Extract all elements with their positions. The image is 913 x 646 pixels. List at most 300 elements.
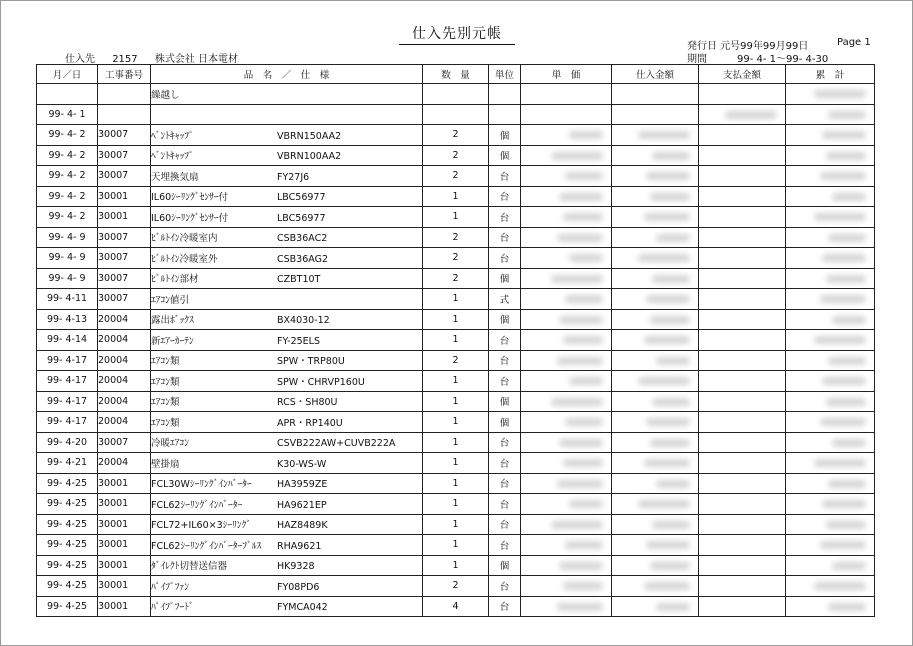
redacted-value — [565, 541, 603, 549]
cell-payment-amount — [699, 432, 786, 453]
item-spec: FY08PD6 — [277, 581, 320, 593]
table-row — [37, 473, 875, 494]
cell-item — [151, 145, 423, 166]
item-name: ﾍﾞﾝﾄｷｬｯﾌﾟ — [151, 151, 194, 163]
cell-unit-price — [521, 84, 612, 105]
cell-unit: 台 — [489, 535, 521, 556]
redacted-value — [822, 254, 866, 262]
redacted-value — [644, 582, 690, 590]
redacted-value — [557, 357, 603, 365]
cell-unit: 台 — [489, 248, 521, 269]
cell-unit-price — [521, 576, 612, 597]
cell-purchase-amount — [612, 166, 699, 187]
cell-item — [151, 84, 423, 105]
cell-purchase-amount — [612, 268, 699, 289]
header-running-total: 累 計 — [786, 65, 875, 84]
cell-item — [151, 453, 423, 474]
table-row — [37, 268, 875, 289]
cell-purchase-amount — [612, 330, 699, 351]
cell-purchase-amount — [612, 453, 699, 474]
cell-running-total — [786, 535, 875, 556]
cell-date: 99- 4-17 — [37, 412, 98, 433]
cell-project-code: 20004 — [98, 391, 151, 412]
cell-project-code — [98, 104, 151, 125]
cell-purchase-amount — [612, 494, 699, 515]
cell-unit: 個 — [489, 145, 521, 166]
cell-quantity: 1 — [423, 514, 489, 535]
cell-unit: 台 — [489, 432, 521, 453]
redacted-value — [563, 459, 603, 467]
table-row — [37, 391, 875, 412]
cell-project-code: 30001 — [98, 494, 151, 515]
cell-unit: 台 — [489, 330, 521, 351]
redacted-value — [820, 418, 866, 426]
redacted-value — [820, 172, 866, 180]
redacted-value — [565, 418, 603, 426]
cell-purchase-amount — [612, 576, 699, 597]
cell-purchase-amount — [612, 473, 699, 494]
item-spec: CSVB222AW+CUVB222A — [277, 438, 396, 450]
supplier-label: 仕入先 — [65, 54, 95, 65]
cell-unit-price — [521, 145, 612, 166]
cell-project-code: 30007 — [98, 432, 151, 453]
redacted-value — [563, 213, 603, 221]
cell-quantity: 2 — [423, 166, 489, 187]
cell-date: 99- 4-25 — [37, 473, 98, 494]
table-row — [37, 432, 875, 453]
cell-item — [151, 227, 423, 248]
cell-project-code: 30007 — [98, 227, 151, 248]
cell-purchase-amount — [612, 391, 699, 412]
redacted-value — [828, 603, 866, 611]
header-qty: 数 量 — [423, 65, 489, 84]
header-unit: 単位 — [489, 65, 521, 84]
cell-project-code: 30001 — [98, 514, 151, 535]
cell-unit: 台 — [489, 596, 521, 617]
cell-quantity: 1 — [423, 371, 489, 392]
supplier-name: 株式会社 日本電材 — [154, 54, 239, 65]
header-unit-price: 単 価 — [521, 65, 612, 84]
cell-quantity: 2 — [423, 350, 489, 371]
cell-project-code: 30001 — [98, 555, 151, 576]
cell-project-code: 30001 — [98, 473, 151, 494]
cell-quantity: 1 — [423, 494, 489, 515]
item-name: ｴｱｺﾝ類 — [151, 356, 180, 368]
cell-payment-amount — [699, 125, 786, 146]
item-name: ｴｱｺﾝ類 — [151, 376, 180, 388]
cell-project-code: 30001 — [98, 207, 151, 228]
cell-payment-amount — [699, 186, 786, 207]
item-name: 繰越し — [151, 89, 180, 101]
cell-item — [151, 432, 423, 453]
cell-date — [37, 84, 98, 105]
cell-project-code: 30001 — [98, 535, 151, 556]
redacted-value — [559, 439, 603, 447]
cell-running-total — [786, 576, 875, 597]
cell-quantity: 1 — [423, 432, 489, 453]
table-row — [37, 84, 875, 105]
item-spec: HAZ8489K — [277, 520, 328, 532]
cell-running-total — [786, 350, 875, 371]
cell-item — [151, 412, 423, 433]
cell-project-code: 20004 — [98, 309, 151, 330]
item-spec: FY-25ELS — [277, 335, 320, 347]
cell-project-code: 30007 — [98, 268, 151, 289]
redacted-value — [650, 562, 690, 570]
redacted-value — [644, 459, 690, 467]
item-name: FCL72+IL60×3ｼｰﾘﾝｸﾞ — [151, 520, 252, 532]
item-name: 天埋換気扇 — [151, 171, 199, 183]
cell-unit-price — [521, 596, 612, 617]
cell-payment-amount — [699, 145, 786, 166]
cell-running-total — [786, 555, 875, 576]
cell-item — [151, 391, 423, 412]
cell-unit-price — [521, 514, 612, 535]
redacted-value — [828, 234, 866, 242]
cell-payment-amount — [699, 596, 786, 617]
item-name: IL60ｼｰﾘﾝｸﾞｾﾝｻｰ付 — [151, 192, 229, 204]
item-spec: CSB36AC2 — [277, 233, 328, 245]
cell-payment-amount — [699, 166, 786, 187]
cell-date: 99- 4-21 — [37, 453, 98, 474]
table-row — [37, 555, 875, 576]
cell-purchase-amount — [612, 535, 699, 556]
redacted-value — [638, 377, 690, 385]
redacted-value — [656, 357, 690, 365]
cell-item — [151, 371, 423, 392]
cell-unit: 個 — [489, 309, 521, 330]
cell-payment-amount — [699, 207, 786, 228]
cell-quantity — [423, 104, 489, 125]
cell-unit: 台 — [489, 186, 521, 207]
cell-quantity: 1 — [423, 330, 489, 351]
cell-project-code: 30007 — [98, 166, 151, 187]
cell-running-total — [786, 412, 875, 433]
table-row — [37, 207, 875, 228]
cell-unit: 台 — [489, 514, 521, 535]
table-row — [37, 309, 875, 330]
cell-unit: 台 — [489, 576, 521, 597]
table-row — [37, 412, 875, 433]
table-row — [37, 596, 875, 617]
cell-quantity: 2 — [423, 145, 489, 166]
cell-running-total — [786, 166, 875, 187]
ledger-body — [37, 84, 875, 617]
cell-running-total — [786, 391, 875, 412]
redacted-value — [822, 131, 866, 139]
cell-payment-amount — [699, 248, 786, 269]
cell-quantity: 1 — [423, 535, 489, 556]
cell-project-code: 30001 — [98, 186, 151, 207]
cell-purchase-amount — [612, 248, 699, 269]
cell-purchase-amount — [612, 84, 699, 105]
redacted-value — [828, 357, 866, 365]
redacted-value — [563, 582, 603, 590]
redacted-value — [644, 336, 690, 344]
cell-unit: 台 — [489, 453, 521, 474]
redacted-value — [826, 152, 866, 160]
item-name: FCL62ｼｰﾘﾝｸﾞｲﾝﾊﾞｰﾀｰﾌﾞﾙｽ — [151, 540, 262, 552]
cell-unit: 個 — [489, 268, 521, 289]
item-name: 新ｴｱｰｶｰﾃﾝ — [151, 335, 194, 347]
cell-project-code: 20004 — [98, 330, 151, 351]
cell-date: 99- 4- 2 — [37, 125, 98, 146]
item-name: ﾍﾞﾝﾄｷｬｯﾌﾟ — [151, 130, 194, 142]
cell-date: 99- 4-25 — [37, 555, 98, 576]
cell-running-total — [786, 453, 875, 474]
cell-quantity: 2 — [423, 268, 489, 289]
redacted-value — [646, 418, 690, 426]
item-name: ｴｱｺﾝ類 — [151, 417, 180, 429]
cell-unit: 台 — [489, 371, 521, 392]
redacted-value — [832, 193, 866, 201]
cell-item — [151, 248, 423, 269]
redacted-value — [828, 480, 866, 488]
table-row — [37, 330, 875, 351]
cell-purchase-amount — [612, 309, 699, 330]
redacted-value — [822, 500, 866, 508]
item-name: ｴｱｺﾝ値引 — [151, 294, 190, 306]
cell-project-code: 30007 — [98, 125, 151, 146]
cell-unit-price — [521, 166, 612, 187]
redacted-value — [646, 172, 690, 180]
redacted-value — [814, 336, 866, 344]
cell-quantity: 2 — [423, 125, 489, 146]
cell-quantity: 1 — [423, 555, 489, 576]
redacted-value — [656, 480, 690, 488]
cell-item — [151, 555, 423, 576]
cell-unit — [489, 104, 521, 125]
cell-date: 99- 4-17 — [37, 350, 98, 371]
item-spec: FYMCA042 — [277, 602, 328, 614]
redacted-value — [820, 295, 866, 303]
item-spec: LBC56977 — [277, 212, 326, 224]
cell-unit-price — [521, 186, 612, 207]
redacted-value — [557, 480, 603, 488]
cell-running-total — [786, 104, 875, 125]
redacted-value — [565, 172, 603, 180]
redacted-value — [650, 439, 690, 447]
redacted-value — [638, 500, 690, 508]
item-spec: BX4030-12 — [277, 315, 330, 327]
cell-quantity: 1 — [423, 473, 489, 494]
cell-unit-price — [521, 330, 612, 351]
cell-purchase-amount — [612, 350, 699, 371]
redacted-value — [814, 90, 866, 98]
cell-date: 99- 4-25 — [37, 535, 98, 556]
redacted-value — [832, 439, 866, 447]
cell-payment-amount — [699, 576, 786, 597]
cell-payment-amount — [699, 350, 786, 371]
item-name: FCL30Wｼｰﾘﾝｸﾞｲﾝﾊﾞｰﾀｰ — [151, 479, 252, 491]
cell-running-total — [786, 330, 875, 351]
item-name: FCL62ｼｰﾘﾝｸﾞｲﾝﾊﾞｰﾀｰ — [151, 499, 243, 511]
item-spec: RHA9621 — [277, 540, 322, 552]
issue-date: 発行日 元号99年99月99日 — [687, 41, 809, 52]
redacted-value — [559, 562, 603, 570]
cell-purchase-amount — [612, 227, 699, 248]
redacted-value — [644, 213, 690, 221]
cell-date: 99- 4-14 — [37, 330, 98, 351]
cell-date: 99- 4- 2 — [37, 207, 98, 228]
item-spec: SPW・CHRVP160U — [277, 376, 365, 388]
item-name: 露出ﾎﾞｯｸｽ — [151, 315, 194, 327]
cell-purchase-amount — [612, 412, 699, 433]
cell-running-total — [786, 268, 875, 289]
item-name: ﾋﾞﾙﾄｲﾝ冷暖室外 — [151, 253, 218, 265]
item-spec: HA3959ZE — [277, 479, 328, 491]
redacted-value — [646, 295, 690, 303]
supplier-code: 2157 — [112, 54, 138, 65]
cell-item — [151, 268, 423, 289]
cell-date: 99- 4-13 — [37, 309, 98, 330]
cell-payment-amount — [699, 494, 786, 515]
page-number: Page 1 — [837, 37, 871, 48]
item-spec: CZBT10T — [277, 274, 321, 286]
ledger-table — [36, 64, 875, 617]
cell-unit: 台 — [489, 494, 521, 515]
table-row — [37, 289, 875, 310]
item-name: ﾊﾟｲﾌﾟﾌｧﾝ — [151, 581, 190, 593]
cell-quantity: 1 — [423, 309, 489, 330]
cell-payment-amount — [699, 104, 786, 125]
cell-unit: 式 — [489, 289, 521, 310]
item-spec: APR・RP140U — [277, 417, 343, 429]
cell-purchase-amount — [612, 371, 699, 392]
redacted-value — [814, 459, 866, 467]
header-purchase-amount: 仕入金額 — [612, 65, 699, 84]
table-row — [37, 145, 875, 166]
cell-item — [151, 596, 423, 617]
redacted-value — [652, 275, 690, 283]
cell-unit-price — [521, 555, 612, 576]
redacted-value — [652, 521, 690, 529]
cell-running-total — [786, 473, 875, 494]
cell-project-code: 30001 — [98, 576, 151, 597]
cell-quantity: 1 — [423, 289, 489, 310]
item-spec: HK9328 — [277, 561, 315, 573]
table-row — [37, 371, 875, 392]
cell-unit-price — [521, 104, 612, 125]
item-name: ﾋﾞﾙﾄｲﾝ部材 — [151, 274, 199, 286]
cell-purchase-amount — [612, 145, 699, 166]
redacted-value — [565, 295, 603, 303]
cell-item — [151, 494, 423, 515]
cell-project-code: 30007 — [98, 248, 151, 269]
cell-running-total — [786, 84, 875, 105]
cell-purchase-amount — [612, 207, 699, 228]
cell-running-total — [786, 494, 875, 515]
cell-project-code: 30001 — [98, 596, 151, 617]
cell-item — [151, 473, 423, 494]
cell-unit: 台 — [489, 207, 521, 228]
redacted-value — [551, 398, 603, 406]
table-row — [37, 535, 875, 556]
cell-item — [151, 350, 423, 371]
cell-item — [151, 207, 423, 228]
cell-payment-amount — [699, 227, 786, 248]
table-row — [37, 248, 875, 269]
cell-date: 99- 4- 1 — [37, 104, 98, 125]
redacted-value — [559, 316, 603, 324]
cell-date: 99- 4-25 — [37, 576, 98, 597]
cell-item — [151, 514, 423, 535]
cell-running-total — [786, 145, 875, 166]
cell-quantity: 1 — [423, 186, 489, 207]
cell-date: 99- 4-20 — [37, 432, 98, 453]
cell-payment-amount — [699, 309, 786, 330]
cell-quantity: 4 — [423, 596, 489, 617]
cell-date: 99- 4-25 — [37, 596, 98, 617]
item-spec: HA9621EP — [277, 499, 327, 511]
cell-date: 99- 4- 9 — [37, 248, 98, 269]
redacted-value — [820, 541, 866, 549]
cell-unit-price — [521, 268, 612, 289]
cell-unit: 台 — [489, 227, 521, 248]
cell-project-code: 20004 — [98, 412, 151, 433]
cell-purchase-amount — [612, 596, 699, 617]
cell-running-total — [786, 248, 875, 269]
cell-unit: 台 — [489, 473, 521, 494]
table-row — [37, 350, 875, 371]
redacted-value — [656, 603, 690, 611]
cell-item — [151, 330, 423, 351]
cell-date: 99- 4- 2 — [37, 186, 98, 207]
cell-payment-amount — [699, 391, 786, 412]
cell-payment-amount — [699, 268, 786, 289]
cell-purchase-amount — [612, 555, 699, 576]
item-spec: K30-WS-W — [277, 458, 327, 470]
item-name: ﾊﾟｲﾌﾟﾌｰﾄﾞ — [151, 602, 194, 614]
cell-purchase-amount — [612, 289, 699, 310]
item-name: 冷暖ｴｱｺﾝ — [151, 438, 190, 450]
cell-project-code — [98, 84, 151, 105]
cell-quantity: 1 — [423, 391, 489, 412]
cell-unit-price — [521, 473, 612, 494]
header-date: 月／日 — [37, 65, 98, 84]
redacted-value — [814, 582, 866, 590]
item-spec: FY27J6 — [277, 171, 310, 183]
cell-running-total — [786, 207, 875, 228]
cell-date: 99- 4-25 — [37, 494, 98, 515]
redacted-value — [569, 131, 603, 139]
cell-date: 99- 4-17 — [37, 391, 98, 412]
redacted-value — [652, 398, 690, 406]
cell-unit-price — [521, 371, 612, 392]
header-payment-amount: 支払金額 — [699, 65, 786, 84]
cell-project-code: 30007 — [98, 289, 151, 310]
cell-unit-price — [521, 432, 612, 453]
cell-payment-amount — [699, 555, 786, 576]
redacted-value — [557, 234, 603, 242]
cell-unit-price — [521, 248, 612, 269]
cell-quantity: 2 — [423, 248, 489, 269]
redacted-value — [828, 111, 866, 119]
cell-project-code: 20004 — [98, 453, 151, 474]
cell-quantity: 2 — [423, 227, 489, 248]
cell-unit-price — [521, 125, 612, 146]
redacted-value — [551, 275, 603, 283]
redacted-value — [826, 398, 866, 406]
table-row — [37, 514, 875, 535]
cell-unit: 個 — [489, 412, 521, 433]
redacted-value — [559, 193, 603, 201]
redacted-value — [652, 152, 690, 160]
cell-quantity: 2 — [423, 576, 489, 597]
redacted-value — [551, 521, 603, 529]
period-value: 99- 4- 1～99- 4-30 — [737, 54, 829, 65]
cell-unit-price — [521, 535, 612, 556]
